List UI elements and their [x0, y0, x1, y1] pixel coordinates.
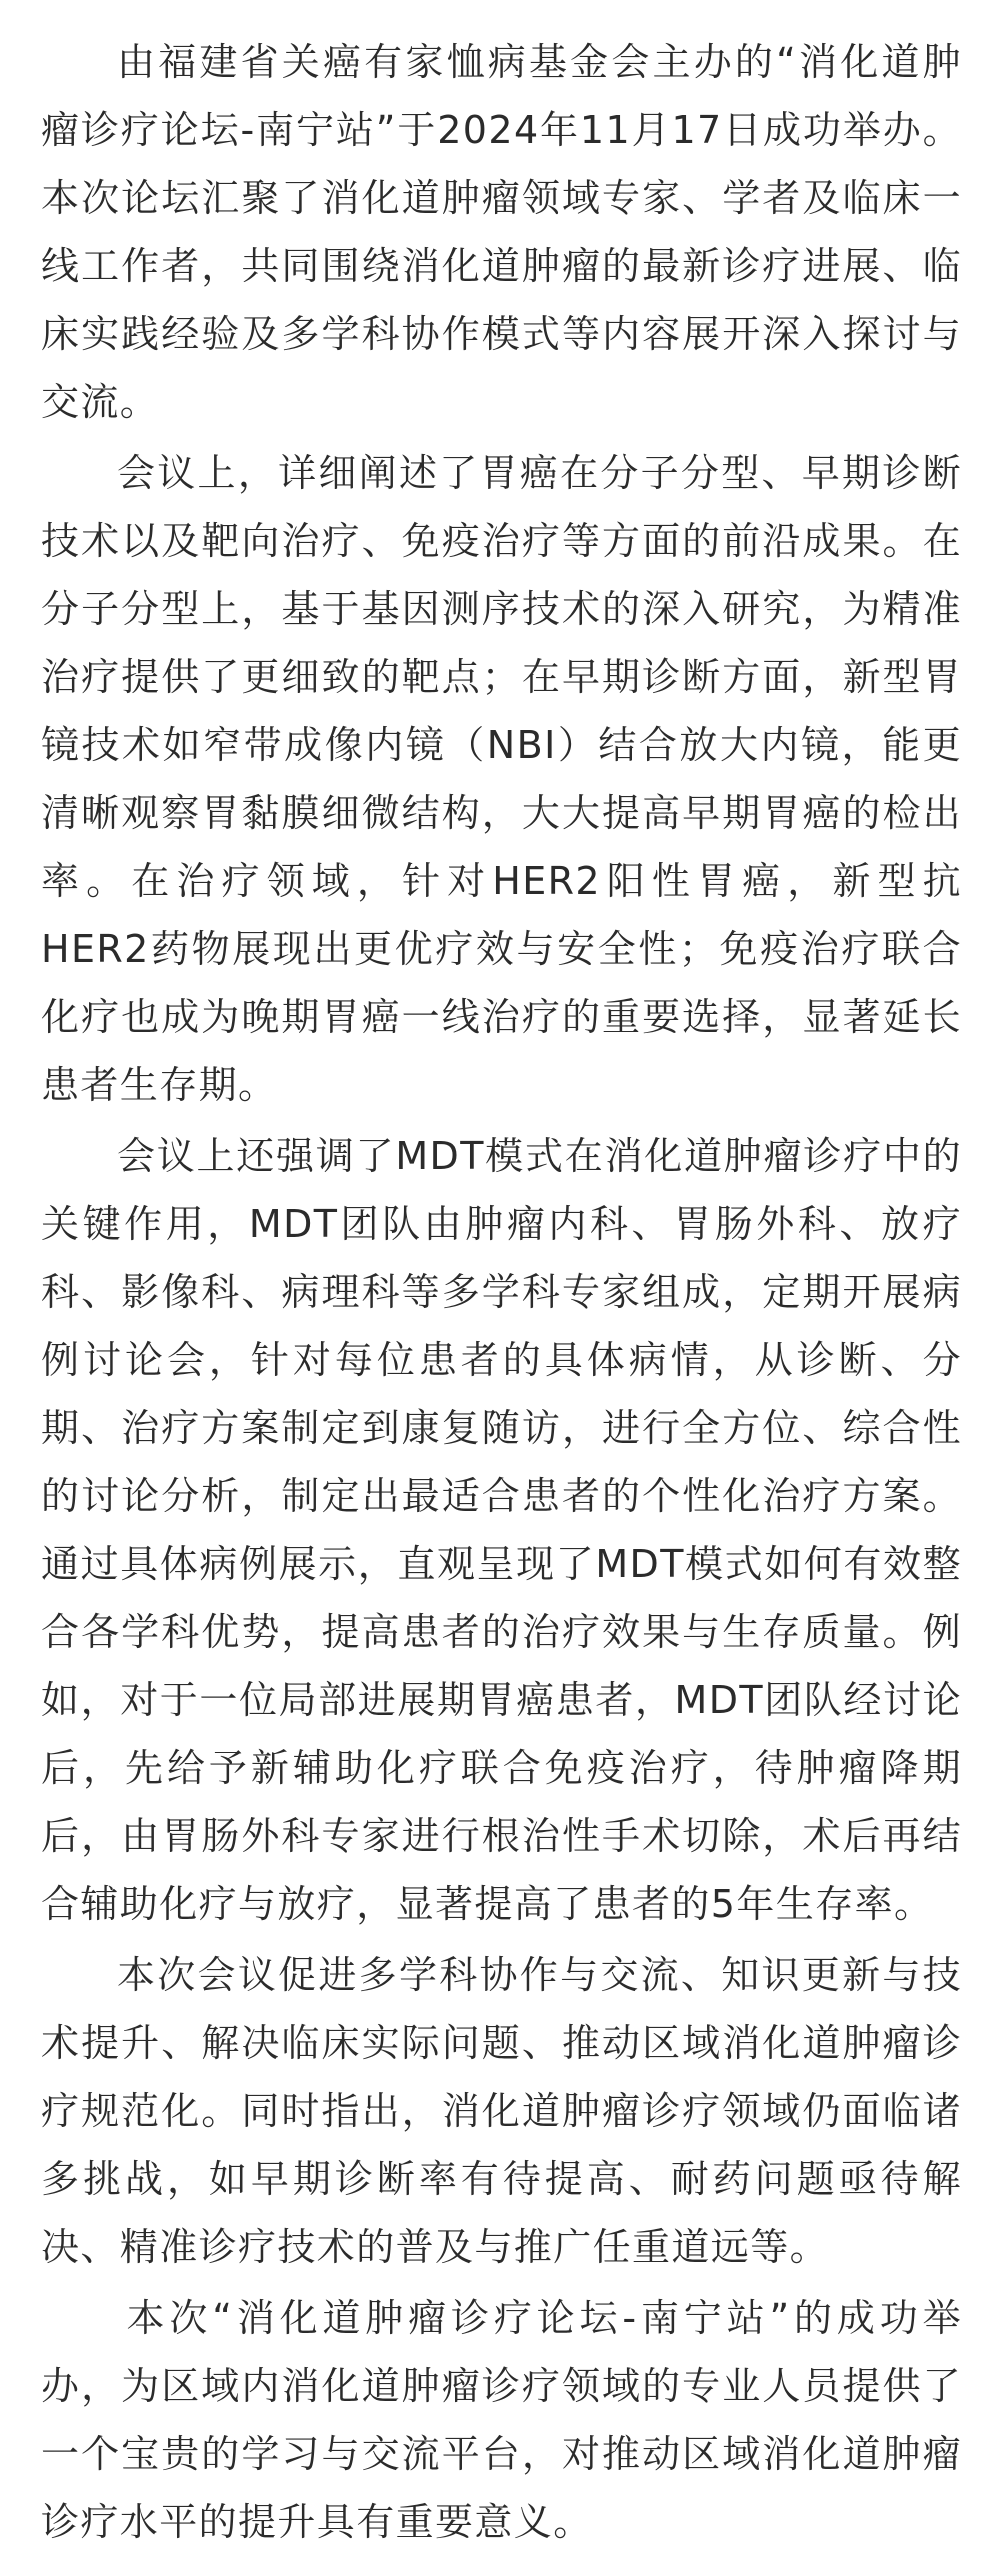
paragraph-gastric-cancer-advances: 会议上，详细阐述了胃癌在分子分型、早期诊断技术以及靶向治疗、免疫治疗等方面的前沿成果。在分子分型上，基于基因测序技术的深入研究，为精准治疗提供了更细致的靶点；在早期诊断方面，新型胃镜技术如窄带成像内镜（NBI）结合放大内镜，能更清晰观察胃黏膜细微结构，大大提高早期胃癌的检出率。在治疗领域，针对HER2阳性胃癌，新型抗HER2药物展现出更优疗效与安全性；免疫治疗联合化疗也成为晚期胃癌一线治疗的重要选择，显著延长患者生存期。	[41, 451, 962, 1107]
paragraph-conclusion: 本次“消化道肿瘤诊疗论坛-南宁站”的成功举办，为区域内消化道肿瘤诊疗领域的专业人员提供了一个宝贵的学习与交流平台，对推动区域消化道肿瘤诊疗水平的提升具有重要意义。	[41, 2296, 962, 2544]
paragraph-intro: 由福建省关癌有家恤病基金会主办的“消化道肿瘤诊疗论坛-南宁站”于2024年11月17日成功举办。本次论坛汇聚了消化道肿瘤领域专家、学者及临床一线工作者，共同围绕消化道肿瘤的最新诊疗进展、临床实践经验及多学科协作模式等内容展开深入探讨与交流。	[41, 40, 962, 424]
paragraph-mdt-model: 会议上还强调了MDT模式在消化道肿瘤诊疗中的关键作用，MDT团队由肿瘤内科、胃肠外科、放疗科、影像科、病理科等多学科专家组成，定期开展病例讨论会，针对每位患者的具体病情，从诊断、分期、治疗方案制定到康复随访，进行全方位、综合性的讨论分析，制定出最适合患者的个性化治疗方案。通过具体病例展示，直观呈现了MDT模式如何有效整合各学科优势，提高患者的治疗效果与生存质量。例如，对于一位局部进展期胃癌患者，MDT团队经讨论后，先给予新辅助化疗联合免疫治疗，待肿瘤降期后，由胃肠外科专家进行根治性手术切除，术后再结合辅助化疗与放疗，显著提高了患者的5年生存率。	[41, 1134, 962, 1926]
paragraph-meeting-significance: 本次会议促进多学科协作与交流、知识更新与技术提升、解决临床实际问题、推动区域消化道肿瘤诊疗规范化。同时指出，消化道肿瘤诊疗领域仍面临诸多挑战，如早期诊断率有待提高、耐药问题亟待解决、精准诊疗技术的普及与推广任重道远等。	[41, 1953, 962, 2269]
